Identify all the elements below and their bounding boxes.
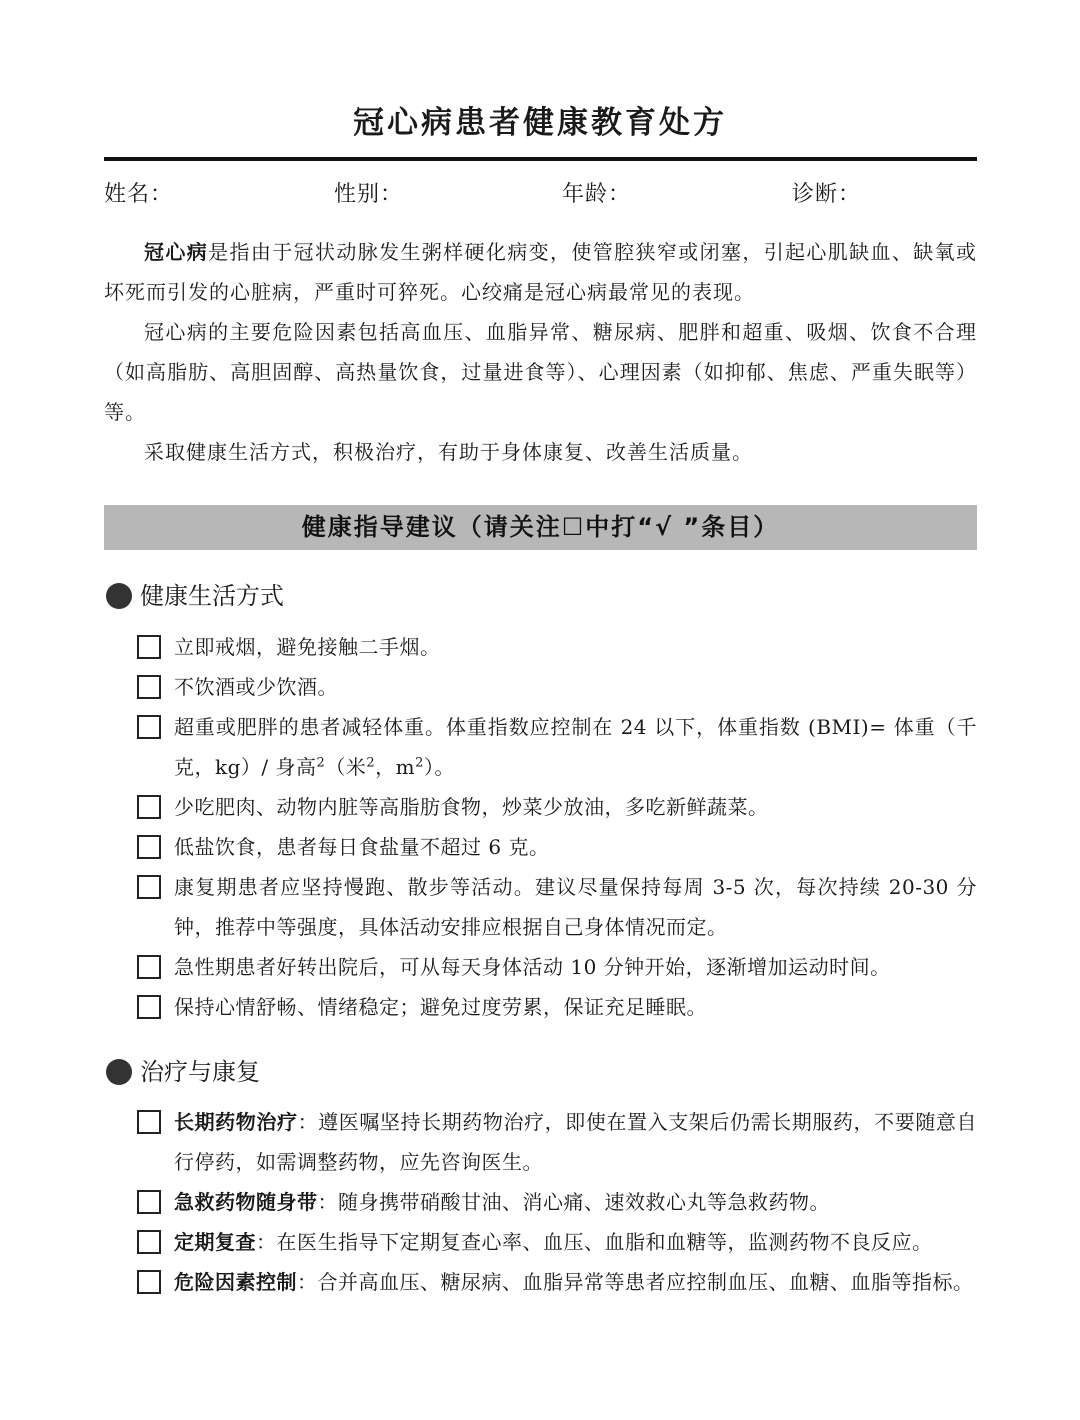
- checklist: [104, 627, 977, 1027]
- list-item: [104, 1182, 977, 1222]
- checkbox[interactable]: [137, 1230, 161, 1254]
- gender-field-label: 性别：: [334, 182, 404, 207]
- intro-paragraph-1: [104, 232, 977, 312]
- list-item: [104, 667, 977, 707]
- checkbox[interactable]: [137, 1270, 161, 1294]
- checkbox[interactable]: [137, 715, 161, 739]
- section-treatment: [104, 1052, 977, 1302]
- checkbox[interactable]: [137, 875, 161, 899]
- list-item: [104, 867, 977, 947]
- checkbox[interactable]: [137, 955, 161, 979]
- item-text: ：随身携带硝酸甘油、消心痛、速效救心丸等急救药物。: [317, 1190, 830, 1214]
- section-heading-text: 健康生活方式: [140, 582, 284, 610]
- item-text: ，m: [375, 755, 416, 779]
- list-item: [104, 1102, 977, 1182]
- list-item: [104, 787, 977, 827]
- superscript: 2: [415, 755, 424, 771]
- page-title: 冠心病患者健康教育处方: [353, 105, 727, 141]
- item-text: ：遵医嘱坚持长期药物治疗，即使在置入支架后仍需长期服药，不要随意自行停药，如需调整药物，应先咨询医生。: [174, 1110, 978, 1174]
- item-label: 危险因素控制: [174, 1270, 297, 1294]
- list-item: [104, 987, 977, 1027]
- checkbox[interactable]: [137, 1190, 161, 1214]
- checklist: [104, 1102, 977, 1302]
- superscript: 2: [316, 755, 326, 771]
- item-text: （米: [325, 755, 367, 779]
- list-item: [104, 1222, 977, 1262]
- checkbox[interactable]: [137, 795, 161, 819]
- list-item: [104, 707, 977, 787]
- checkbox[interactable]: [137, 995, 161, 1019]
- diagnosis-field-label: 诊断：: [792, 182, 862, 207]
- section-lifestyle: [104, 576, 977, 1027]
- intro-paragraph-3: 采取健康生活方式，积极治疗，有助于身体康复、改善生活质量。: [144, 440, 753, 464]
- superscript: 2: [366, 755, 376, 771]
- list-item: [104, 947, 977, 987]
- item-text: 不饮酒或少饮酒。: [174, 675, 338, 699]
- item-text: 少吃肥肉、动物内脏等高脂肪食物，炒菜少放油，多吃新鲜蔬菜。: [174, 795, 769, 819]
- list-item: [104, 1262, 977, 1302]
- item-label: 急救药物随身带: [174, 1190, 318, 1214]
- intro-text: [104, 232, 977, 472]
- checkbox[interactable]: [137, 635, 161, 659]
- intro-keyword: 冠心病: [144, 240, 209, 264]
- item-label: 长期药物治疗: [174, 1110, 298, 1134]
- item-text: 康复期患者应坚持慢跑、散步等活动。建议尽量保持每周 3-5 次，每次持续 20-30 分钟，推荐中等强度，具体活动安排应根据自己身体情况而定。: [174, 875, 977, 939]
- section-heading: [104, 576, 977, 616]
- item-text: ：在医生指导下定期复查心率、血压、血脂和血糖等，监测药物不良反应。: [256, 1230, 933, 1254]
- checkbox[interactable]: [137, 835, 161, 859]
- checkbox[interactable]: [137, 675, 161, 699]
- checkbox[interactable]: [137, 1110, 161, 1134]
- list-item: [104, 827, 977, 867]
- intro-paragraph-1-text: 是指由于冠状动脉发生粥样硬化病变，使管腔狭窄或闭塞，引起心肌缺血、缺氧或坏死而引发的心脏病，严重时可猝死。心绞痛是冠心病最常见的表现。: [104, 240, 978, 304]
- age-field-label: 年龄：: [562, 182, 632, 207]
- item-label: 定期复查: [174, 1230, 256, 1254]
- item-text: 急性期患者好转出院后，可从每天身体活动 10 分钟开始，逐渐增加运动时间。: [174, 955, 891, 979]
- title-rule: [104, 157, 977, 161]
- item-text: ）。: [423, 755, 455, 779]
- intro-paragraph-2: 冠心病的主要危险因素包括高血压、血脂异常、糖尿病、肥胖和超重、吸烟、饮食不合理（如高脂肪、高胆固醇、高热量饮食，过量进食等）、心理因素（如抑郁、焦虑、严重失眠等）等。: [104, 320, 977, 424]
- list-item: [104, 627, 977, 667]
- guidance-banner: 健康指导建议（请关注☐中打“√ ”条目）: [104, 505, 977, 550]
- item-text: 超重或肥胖的患者减轻体重。体重指数应控制在 24 以下，体重指数 (BMI)= 体重（千克，kg）/ 身高: [174, 715, 977, 779]
- patient-info-row: [104, 177, 977, 211]
- section-heading: [104, 1052, 977, 1092]
- item-text: 立即戒烟，避免接触二手烟。: [174, 635, 441, 659]
- item-text: ：合并高血压、糖尿病、血脂异常等患者应控制血压、血糖、血脂等指标。: [297, 1270, 974, 1294]
- item-text: 保持心情舒畅、情绪稳定；避免过度劳累，保证充足睡眠。: [174, 995, 707, 1019]
- section-heading-text: 治疗与康复: [140, 1058, 260, 1086]
- name-field-label: 姓名：: [104, 182, 174, 207]
- bullet-icon: [106, 1059, 132, 1085]
- bullet-icon: [106, 583, 132, 609]
- item-text: 低盐饮食，患者每日食盐量不超过 6 克。: [174, 835, 550, 859]
